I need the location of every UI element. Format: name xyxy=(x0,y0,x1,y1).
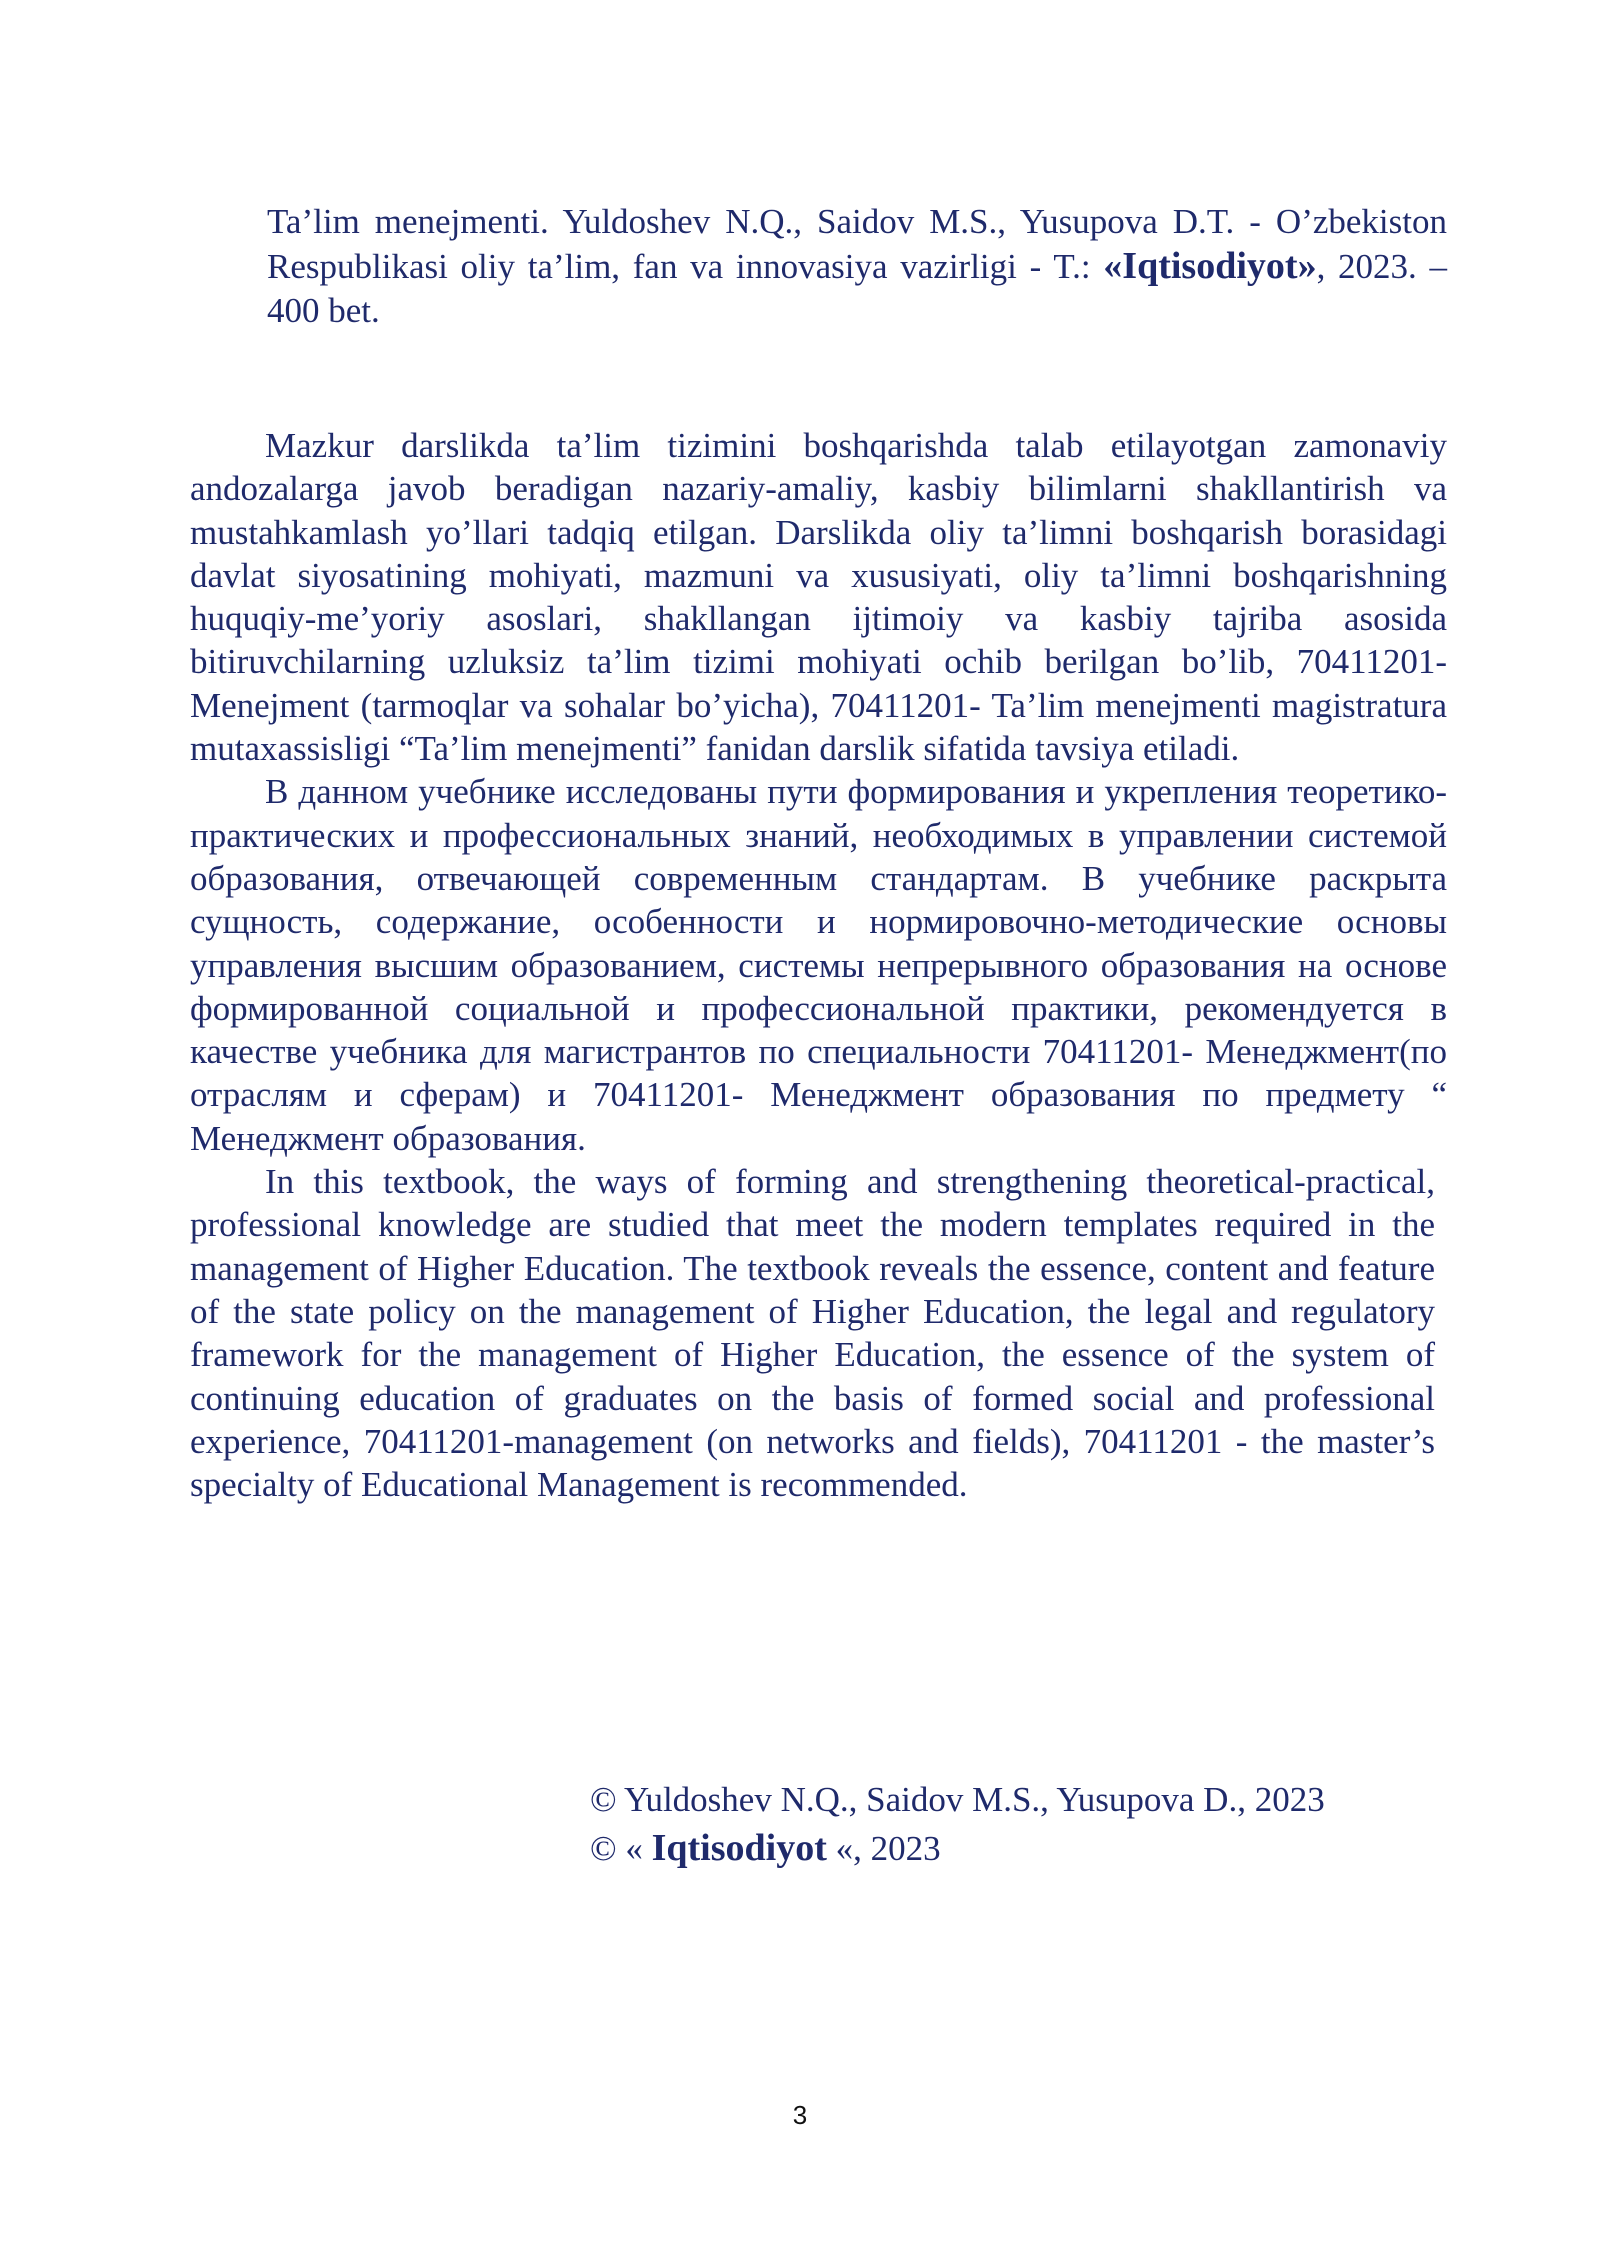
publisher-name: «Iqtisodiyot» xyxy=(1103,245,1317,287)
abstract-uzbek: Mazkur darslikda ta’lim tizimini boshqarishda talab etilayotgan zamonaviy andozalarga javob beradigan nazariy-amaliy, kasbiy bilimlarni shakllantirish va mustahkamlash yo’llari tadqiq etilgan. Darslikda oliy ta’limni boshqarish borasidagi davlat siyosatining mohiyati, mazmuni va xususiyati, oliy ta’limni boshqarishning huquqiy-me’yoriy asoslari, shakllangan ijtimoiy va kasbiy tajriba asosida bitiruvchilarning uzluksiz ta’lim tizimi mohiyati ochib berilgan bo’lib, 70411201- Menejment (tarmoqlar va sohalar bo’yicha), 70411201- Ta’lim menejmenti magistratura mutaxassisligi “Ta’lim menejmenti” fanidan darslik sifatida tavsiya etiladi. xyxy=(190,426,1447,769)
copyright-publisher-name: Iqtisodiyot xyxy=(651,1827,827,1869)
page-number: 3 xyxy=(792,2100,808,2130)
copyright-publisher-suffix: «, 2023 xyxy=(826,1829,941,1868)
bibliographic-year-pages: , 2023. – 400 bet. xyxy=(267,247,1448,330)
copyright-publisher-prefix: © « xyxy=(590,1829,652,1868)
copyright-publisher xyxy=(590,1824,1410,1873)
abstract-section xyxy=(190,424,1447,1506)
bibliographic-text: Ta’lim menejmenti. Yuldoshev N.Q., Saidov M.S., Yusupova D.T. - O’zbekiston Respublikasi oliy ta’lim, fan va innovasiya vazirligi - T.: xyxy=(267,202,1447,286)
copyright-block xyxy=(590,1776,1410,1873)
bibliographic-record xyxy=(267,200,1447,333)
copyright-authors: © Yuldoshev N.Q., Saidov M.S., Yusupova D., 2023 xyxy=(590,1780,1325,1819)
abstract-english: In this textbook, the ways of forming and strengthening theoretical-practical, professional knowledge are studied that meet the modern templates required in the management of Higher Education. The textbook reveals the essence, content and feature of the state policy on the management of Higher Education, the legal and regulatory framework for the management of Higher Education, the essence of the system of continuing education of graduates on the basis of formed social and professional experience, 70411201-management (on networks and fields), 70411201 - the master’s specialty of Educational Management is recommended. xyxy=(190,1162,1435,1505)
abstract-russian: В данном учебнике исследованы пути формирования и укрепления теоретико-практических и профессиональных знаний, необходимых в управлении системой образования, отвечающей современным стандартам. В учебнике раскрыта сущность, содержание, особенности и нормировочно-методические основы управления высшим образованием, системы непрерывного образования на основе формированной социальной и профессиональной практики, рекомендуется в качестве учебника для магистрантов по специальности 70411201- Менеджмент(по отраслям и сферам) и 70411201- Менеджмент образования по предмету “ Менеджмент образования. xyxy=(190,772,1447,1158)
